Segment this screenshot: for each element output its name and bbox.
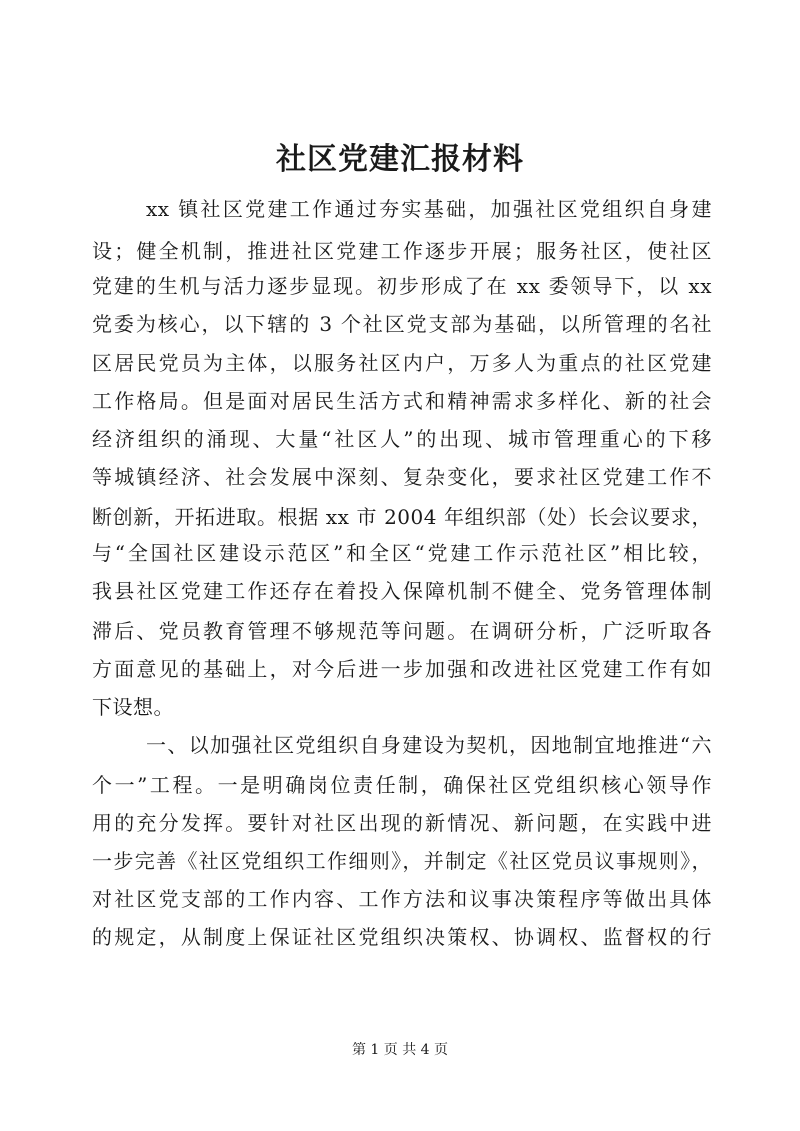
- body-line: 下设想。: [92, 695, 174, 719]
- body-line: 与“全国社区建设示范区”和全区“党建工作示范社区”相比较，: [92, 541, 712, 565]
- body-line: 我县社区党建工作还存在着投入保障机制不健全、党务管理体制: [92, 579, 712, 603]
- body-line: xx 镇社区党建工作通过夯实基础，加强社区党组织自身建: [146, 197, 712, 221]
- page-title: 社区党建汇报材料: [276, 142, 524, 177]
- body-line: 党建的生机与活力逐步显现。初步形成了在 xx 委领导下，以 xx: [92, 274, 712, 298]
- body-line: 一步完善《社区党组织工作细则》，并制定《社区党员议事规则》，: [92, 849, 712, 873]
- body-line: 滞后、党员教育管理不够规范等问题。在调研分析，广泛听取各: [92, 619, 712, 643]
- body-line: 用的充分发挥。要针对社区出现的新情况、新问题，在实践中进: [92, 811, 712, 835]
- body-line: 区居民党员为主体，以服务社区内户，万多人为重点的社区党建: [92, 351, 712, 375]
- body-line: 经济组织的涌现、大量“社区人”的出现、城市管理重心的下移: [92, 427, 712, 451]
- body-line: 断创新，开拓进取。根据 xx 市 2004 年组织部（处）长会议要求，: [92, 505, 712, 529]
- body-line: 党委为核心，以下辖的 3 个社区党支部为基础，以所管理的名社: [92, 312, 712, 336]
- body-line: 工作格局。但是面对居民生活方式和精神需求多样化、新的社会: [92, 389, 712, 413]
- body-line: 设；健全机制，推进社区党建工作逐步开展；服务社区，使社区: [92, 239, 712, 263]
- body-line: 一、以加强社区党组织自身建设为契机，因地制宜地推进“六: [146, 733, 712, 757]
- body-line: 的规定，从制度上保证社区党组织决策权、协调权、监督权的行: [92, 925, 712, 949]
- page-number-footer: 第 1 页 共 4 页: [351, 1042, 449, 1058]
- body-line: 等城镇经济、社会发展中深刻、复杂变化，要求社区党建工作不: [92, 465, 712, 489]
- body-line: 方面意见的基础上，对今后进一步加强和改进社区党建工作有如: [92, 657, 712, 681]
- body-line: 对社区党支部的工作内容、工作方法和议事决策程序等做出具体: [92, 887, 712, 911]
- body-line: 个一”工程。一是明确岗位责任制，确保社区党组织核心领导作: [92, 773, 712, 797]
